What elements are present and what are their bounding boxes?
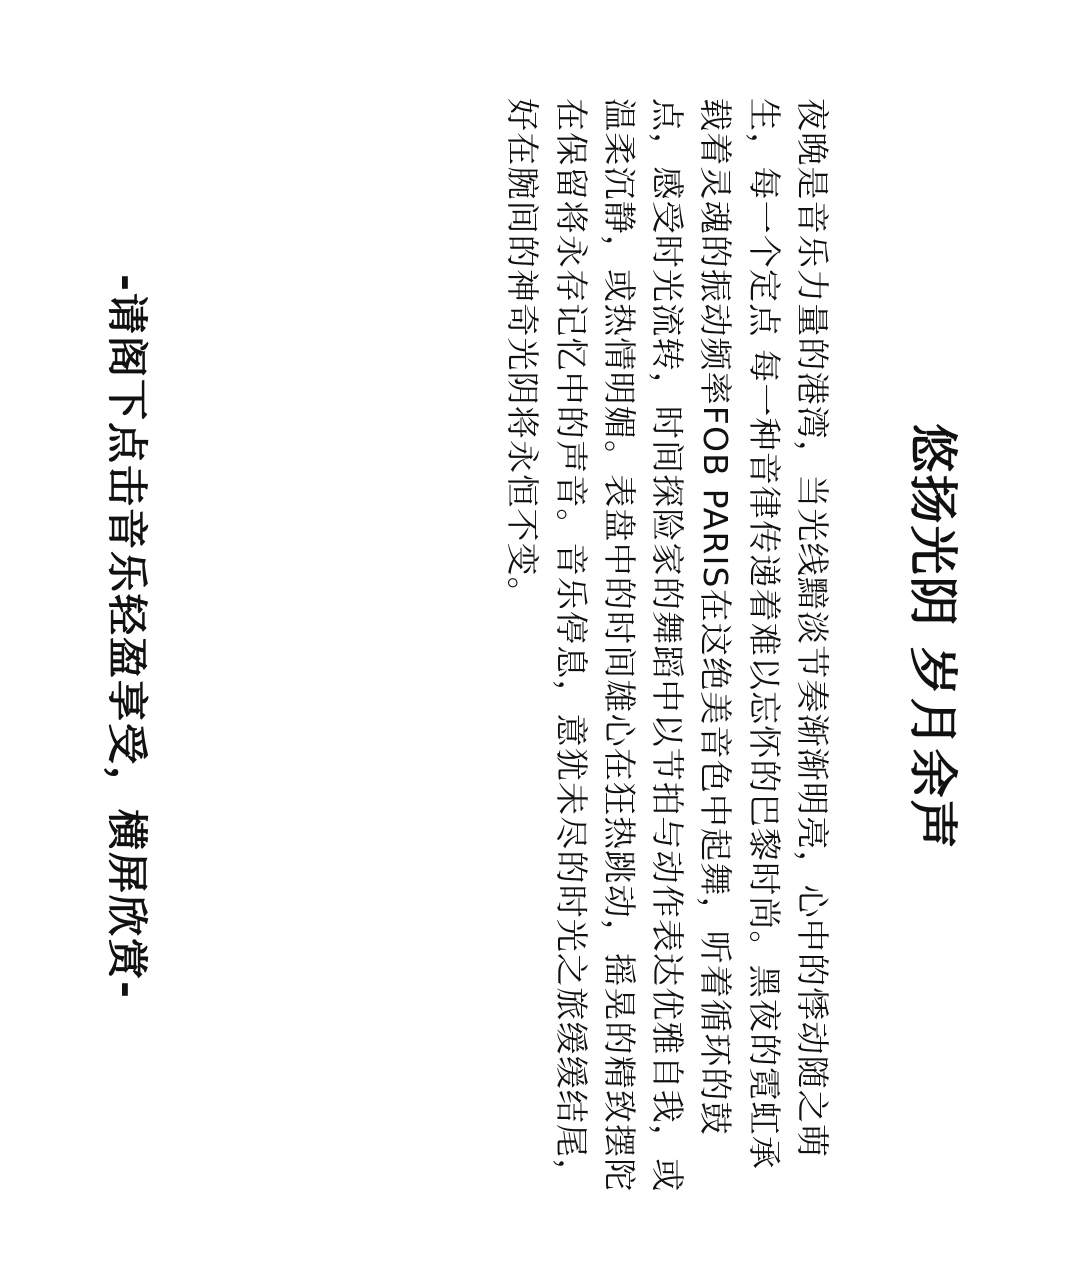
landscape-hint: -请阁下点击音乐轻盈享受，横屏欣赏-	[103, 273, 151, 1001]
article-title: 悠扬光阴 岁月余声	[904, 423, 961, 851]
article-body: 夜晚是音乐力量的港湾，当光线黯淡节奏渐渐明亮，心中的悸动随之萌生，每一个定点 每一种音律传递着难以忘怀的巴黎时尚。黑夜的霓虹承载着灵魂的振动频率FOB PARIS在这绝美音色中起舞，听着循环的鼓点，感受时光流转，时间探险家的舞蹈中以节拍与动作表达优雅自我，或温柔沉静，或热情明媚。表盘中的时间雄心在狂热跳动，摇晃的精致摆陀在保留将永存记忆中的声音。音乐停息，意犹未尽的时光之旅缓缓结尾，好在腕间的神奇光阴将永恒不变。	[503, 98, 832, 1193]
